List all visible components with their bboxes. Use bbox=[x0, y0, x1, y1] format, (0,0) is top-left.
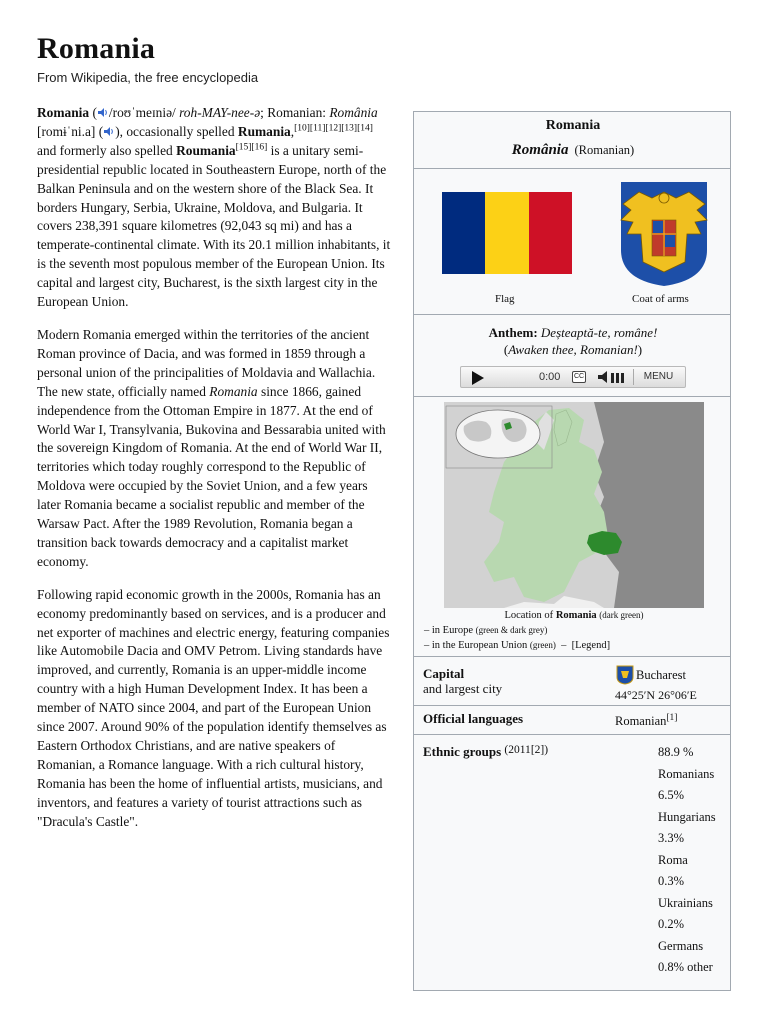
list-item: 3.3% bbox=[658, 831, 685, 845]
native-name: România (Romanian) bbox=[511, 142, 635, 158]
play-icon[interactable] bbox=[471, 371, 485, 385]
capital-coordinates[interactable]: 44°25′N 26°06′E bbox=[615, 688, 697, 702]
page-title: Romania bbox=[37, 32, 156, 65]
list-item: 0.2% bbox=[658, 917, 685, 931]
list-item: 0.8% other bbox=[658, 960, 713, 974]
divider bbox=[414, 705, 731, 706]
anthem-translation: Awaken thee, Romanian! bbox=[508, 342, 638, 357]
romanian-name: România bbox=[329, 105, 378, 120]
coat-of-arms-caption[interactable]: Coat of arms bbox=[632, 293, 689, 305]
list-item[interactable]: Romanians bbox=[658, 766, 715, 781]
anthem-label: Anthem: bbox=[488, 325, 538, 340]
captions-button[interactable]: CC bbox=[572, 371, 586, 383]
official-languages-value: Romanian[1] bbox=[615, 712, 678, 728]
term-rumania: Rumania bbox=[237, 123, 291, 139]
divider bbox=[414, 734, 731, 735]
article-body bbox=[37, 104, 393, 846]
term-romania: Romania bbox=[37, 105, 90, 120]
divider bbox=[414, 168, 731, 169]
ethnic-groups-list bbox=[658, 742, 716, 979]
ipa-link[interactable]: /roʊˈmeɪniə/ bbox=[108, 105, 176, 120]
infobox-title: Romania bbox=[545, 118, 601, 133]
list-item: 6.5% bbox=[658, 788, 685, 802]
intro-paragraph: Romania ( /roʊˈmeɪniə/ roh-MAY-nee-ə; Romanian: România [romɨˈni.a] ( ), occasionally spelled Rumania,[10][11][12][13][14] and formerly also spelled Roumania[15][16] is a unitary semi-presidential republic located in Southeastern Europe, north of the Balkan Peninsula and on the western shore of the Black Sea. It borders Hungary, Serbia, Ukraine, Moldova, and Bulgaria. It covers 238,391 square kilometres (92,043 sq mi) and has a temperate-continental climate. With its 20.1 million inhabitants, it is the seventh most populous member of the European Union. Its capital and largest city, Bucharest, is the sixth largest city in the European Union. bbox=[37, 105, 391, 310]
flag-yellow-stripe bbox=[485, 192, 528, 274]
map-caption: Location of Romania (dark green) – in Europe (green & dark grey) – in the European Union (green) – [Legend] bbox=[424, 610, 644, 651]
term-roumania: Roumania bbox=[176, 142, 236, 158]
flag-red-stripe bbox=[529, 192, 572, 274]
anthem-title[interactable]: Deșteaptă-te, române! bbox=[540, 325, 658, 340]
coat-of-arms-image[interactable] bbox=[619, 176, 709, 288]
divider bbox=[414, 656, 731, 657]
capital-value[interactable]: Bucharest bbox=[636, 668, 686, 682]
list-item[interactable]: Hungarians bbox=[658, 809, 716, 824]
citation-refs-2[interactable]: [15][16] bbox=[235, 142, 268, 153]
speaker-icon-2[interactable] bbox=[103, 126, 115, 137]
anthem-block: Anthem: Deșteaptă-te, române! (Awaken thee, Romanian!) bbox=[488, 325, 658, 357]
official-languages-label: Official languages bbox=[423, 711, 524, 726]
history-paragraph: Modern Romania emerged within the territories of the ancient Roman province of Dacia, and was formed in 1859 through a personal union of the principalities of Moldavia and Wallachia. The new state, officially named Romania since 1866, gained independence from the Ottoman Empire in 1877. At the end of World War I, Transylvania, Bukovina and Bessarabia united with the sovereign Kingdom of Romania. At the end of World War II, territories which today roughly correspond to the Republic of Moldova were occupied by the Soviet Union, and a few years later Romania became a socialist republic and member of the Warsaw Pact. After the 1989 Revolution, Romania began a transition back towards democracy and a capitalist market economy. bbox=[37, 326, 386, 569]
divider bbox=[414, 314, 731, 315]
economy-paragraph: Following rapid economic growth in the 2000s, Romania has an economy predominantly based on services, and is a producer and net exporter of machines and electric energy, featuring companies like Automobile Dacia and OMV Petrom. Living standards have improved, and currently, Romania is an upper-middle income country with a high Human Development Index. It has been a member of NATO since 2004, and part of the European Union since 2007. Around 90% of the population identify themselves as Eastern Orthodox Christians, and are native speakers of Romanian, a Romance language. With a rich cultural history, Romania has been the home of influential artists, musicians, and inventors, and features a variety of tourist attractions such as "Dracula's Castle". bbox=[37, 586, 390, 829]
capital-label: Capital bbox=[423, 666, 465, 681]
list-item: 0.3% bbox=[658, 874, 685, 888]
infobox bbox=[413, 111, 731, 991]
list-item: 88.9 % bbox=[658, 745, 694, 759]
audio-player bbox=[460, 366, 686, 388]
list-item[interactable]: Ukrainians bbox=[658, 895, 713, 910]
flag-blue-stripe bbox=[442, 192, 485, 274]
legend-link[interactable]: [Legend] bbox=[571, 640, 611, 651]
page-subtitle: From Wikipedia, the free encyclopedia bbox=[37, 70, 259, 85]
flag-caption[interactable]: Flag bbox=[495, 293, 515, 305]
volume-icon[interactable] bbox=[598, 370, 628, 384]
ethnic-groups-label: Ethnic groups (2011[2]) bbox=[423, 744, 549, 759]
flag-image[interactable] bbox=[442, 192, 572, 274]
bucharest-coat-of-arms-icon bbox=[616, 665, 634, 685]
respelling: roh-MAY-nee-ə bbox=[175, 105, 261, 120]
list-item[interactable]: Germans bbox=[658, 938, 704, 953]
location-map[interactable] bbox=[444, 402, 704, 608]
capital-sublabel: and largest city bbox=[423, 681, 503, 696]
player-time: 0:00 bbox=[539, 371, 561, 383]
list-item[interactable]: Roma bbox=[658, 852, 688, 867]
speaker-icon[interactable] bbox=[97, 107, 109, 118]
citation-refs[interactable]: [10][11][12][13][14] bbox=[294, 123, 373, 134]
player-menu-button[interactable]: MENU bbox=[633, 369, 683, 385]
divider bbox=[414, 396, 731, 397]
